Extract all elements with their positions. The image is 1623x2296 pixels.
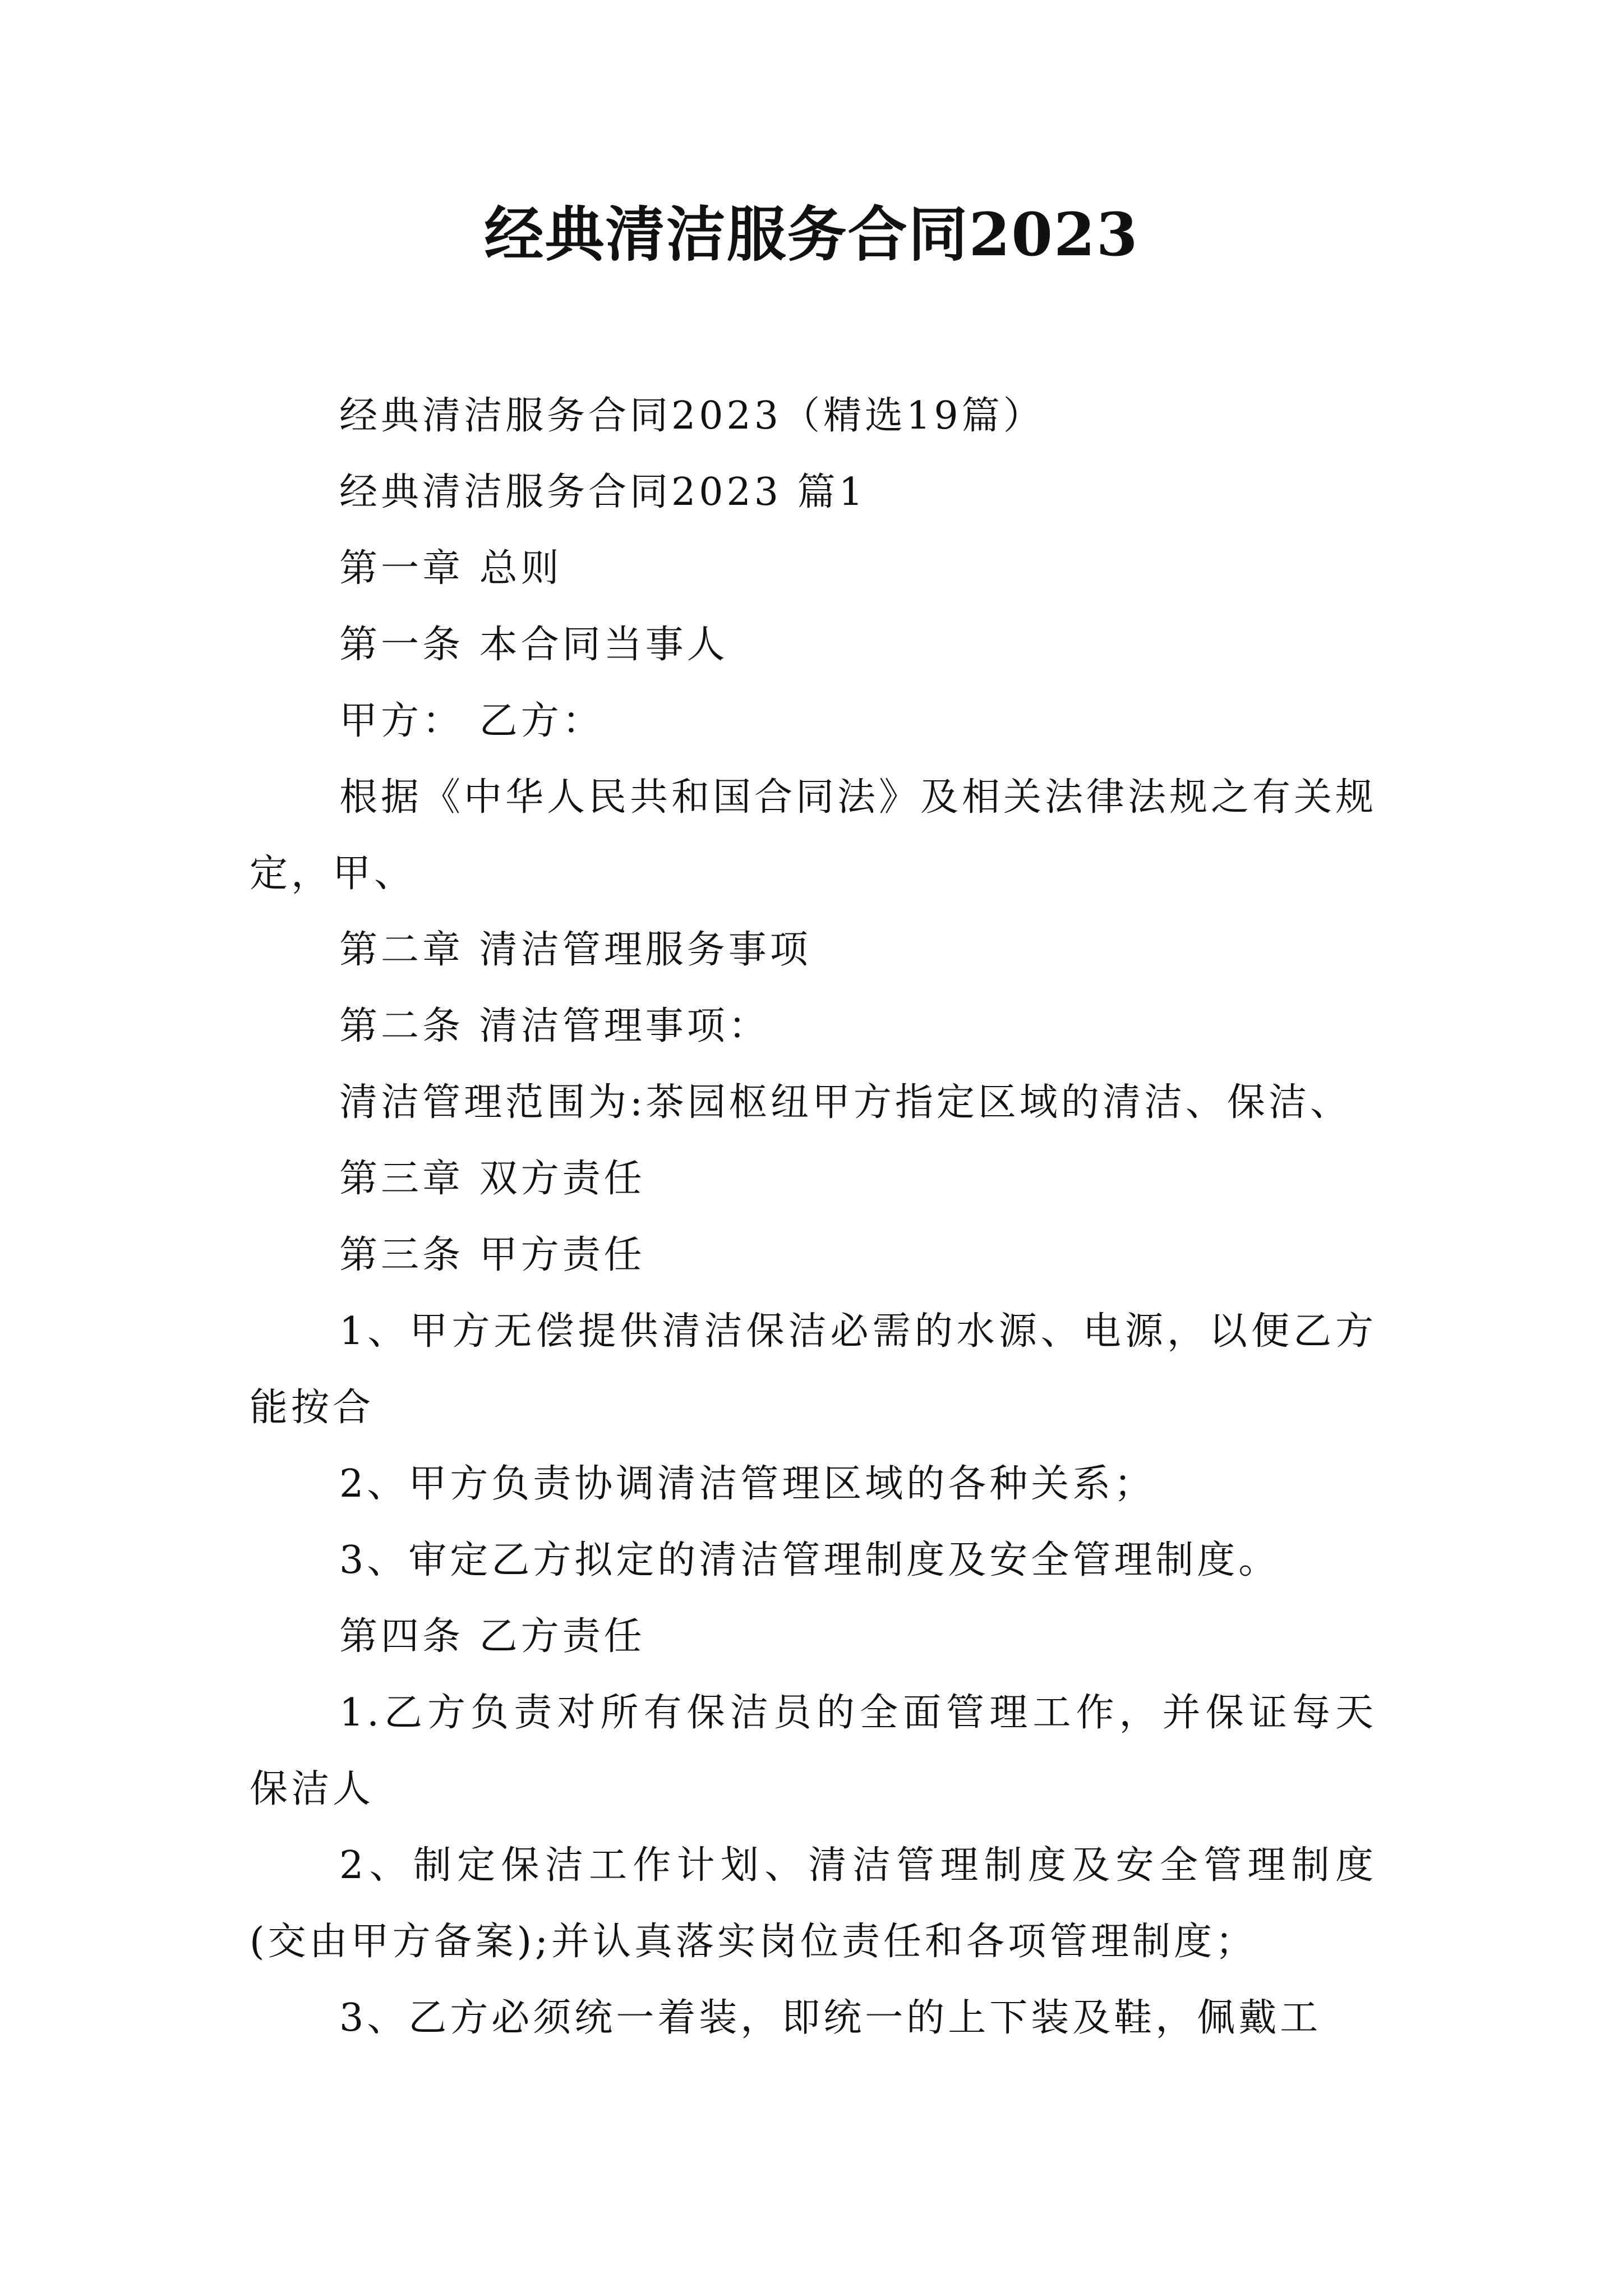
- paragraph: 第三章 双方责任: [339, 1157, 645, 1201]
- paragraph: 2、制定保洁工作计划、清洁管理制度及安全管理制度(交由甲方备案);并认真落实岗位责任和各项管理制度；: [250, 1843, 1377, 1964]
- paragraph: 第二条 清洁管理事项：: [339, 1004, 770, 1048]
- paragraph: 甲方： 乙方：: [339, 699, 604, 743]
- paragraph: 经典清洁服务合同2023 篇1: [339, 470, 866, 514]
- paragraph: 经典清洁服务合同2023（精选19篇）: [339, 394, 1045, 438]
- paragraph: 第二章 清洁管理服务事项: [339, 928, 811, 972]
- paragraph: 第三条 甲方责任: [339, 1233, 645, 1277]
- paragraph: 1.乙方负责对所有保洁员的全面管理工作，并保证每天保洁人: [250, 1691, 1377, 1811]
- paragraph: 第一章 总则: [339, 546, 562, 591]
- paragraph: 3、审定乙方拟定的清洁管理制度及安全管理制度。: [339, 1538, 1280, 1582]
- paragraph: 1、甲方无偿提供清洁保洁必需的水源、电源，以便乙方能按合: [250, 1309, 1377, 1430]
- paragraph: 清洁管理范围为:茶园枢纽甲方指定区域的清洁、保洁、: [339, 1080, 1352, 1125]
- paragraph: 3、乙方必须统一着装，即统一的上下装及鞋，佩戴工: [339, 1996, 1322, 2040]
- paragraph: 第一条 本合同当事人: [339, 623, 728, 667]
- paragraph: 根据《中华人民共和国合同法》及相关法律法规之有关规定，甲、: [250, 775, 1377, 896]
- paragraph: 2、甲方负责协调清洁管理区域的各种关系；: [339, 1462, 1156, 1506]
- document-body: [250, 378, 1377, 2056]
- document-title: 经典清洁服务合同2023: [484, 199, 1139, 269]
- paragraph: 第四条 乙方责任: [339, 1614, 645, 1659]
